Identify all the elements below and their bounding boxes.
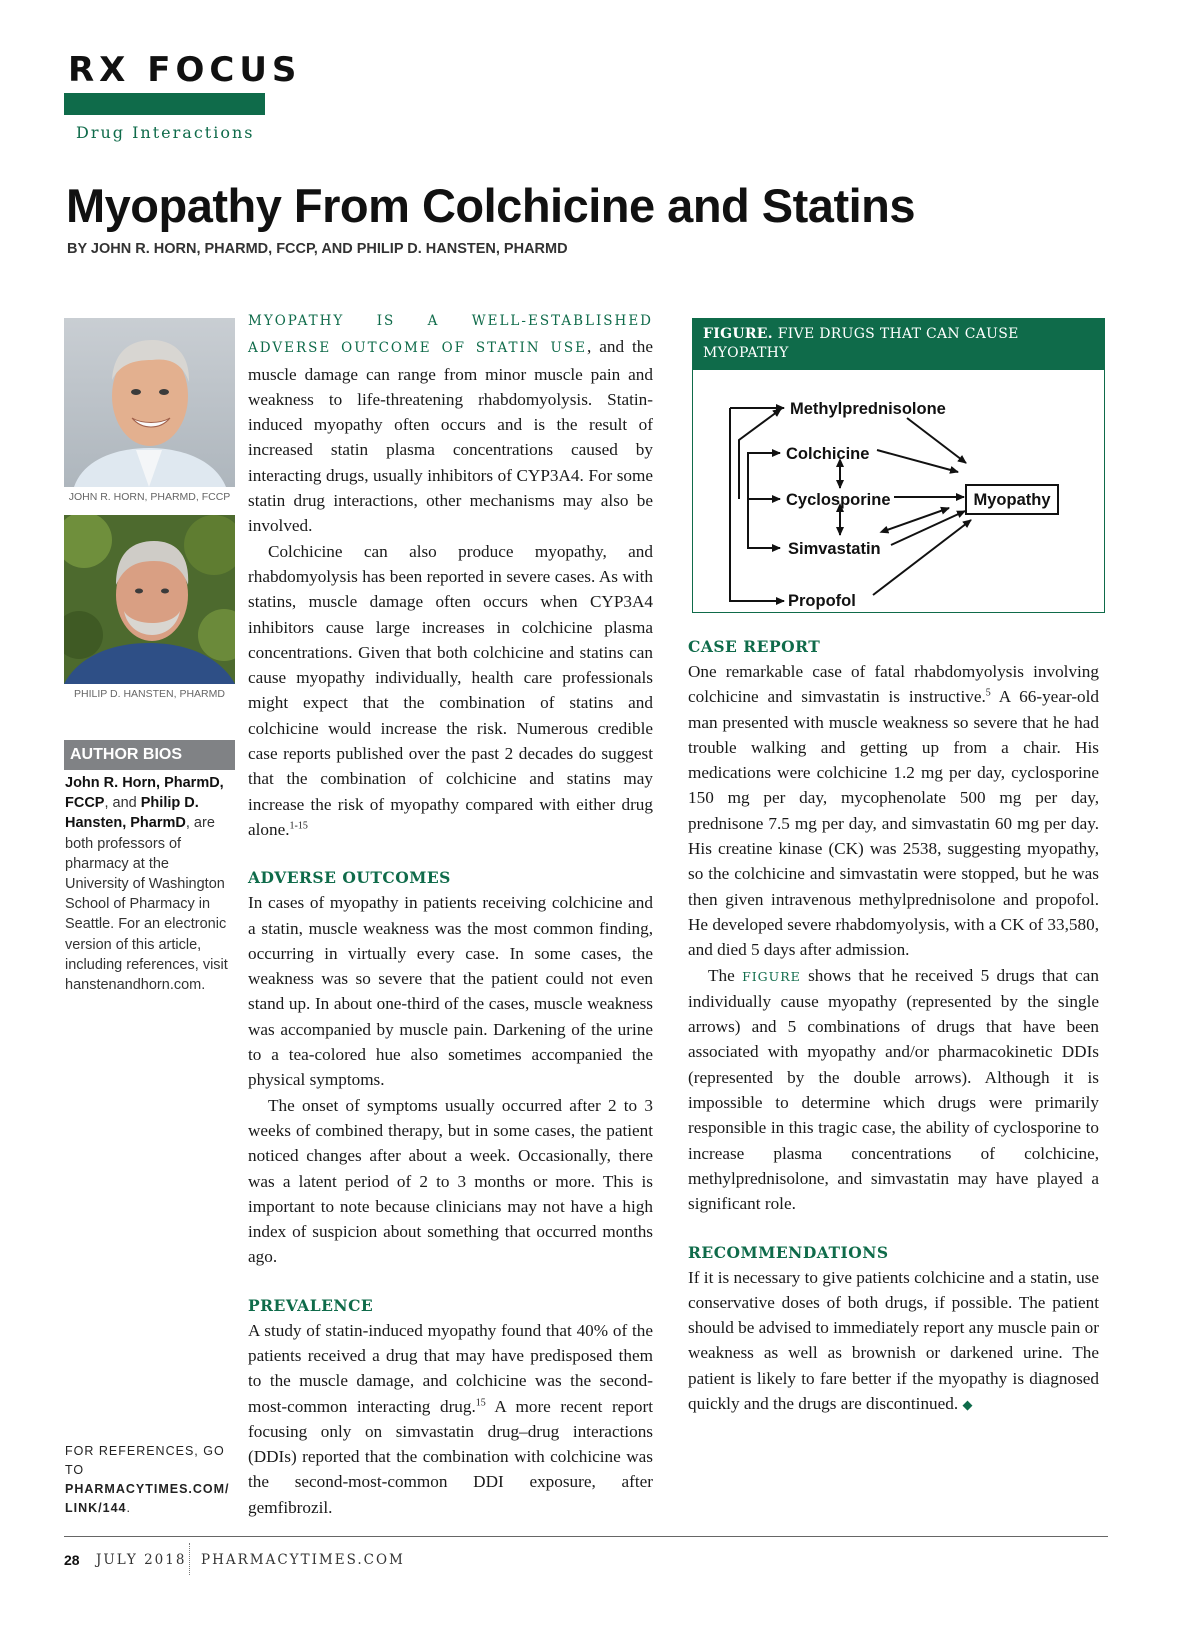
page-number: 28 — [64, 1552, 80, 1568]
author-bios-heading: AUTHOR BIOS — [64, 740, 235, 770]
double-arrow-simvastatin-colchicine — [887, 508, 949, 530]
references-note: FOR REFERENCES, GO TO PHARMACYTIMES.COM/ LINK/144. — [65, 1444, 230, 1515]
author-photo-hansten — [64, 515, 235, 684]
adverse-paragraph-1: In cases of myopathy in patients receiving colchicine and a statin, muscle weakness was the most common finding, occurring in virtually every case. In some cases, the weakness was so severe that the patient could not even stand up. In about one-third of the cases, muscle weakness was accompanied by muscle pain. Darkening of the urine to a tea-colored hue also sometimes accompanied the physical symptoms. — [248, 893, 653, 1090]
recommendations-heading: RECOMMENDATIONS — [688, 1242, 889, 1262]
figure-diagram — [693, 370, 1103, 611]
prevalence-paragraph: A study of statin-induced myopathy found that 40% of the patients received a drug that may have predisposed them to the muscle damage, and colchicine was the second-most-common interacting drug.$^{15}$ A more recent report focusing only on simvastatin drug–drug interactions (DDIs) reported that the combination with colchicine was the second-most-common DDI exposure, after gemfibrozil. — [248, 1320, 653, 1517]
section-label: Drug Interactions — [76, 123, 255, 142]
figure-reference: FIGURE — [742, 968, 801, 984]
article-title: Myopathy From Colchicine and Statins — [66, 179, 915, 232]
author-photo-horn — [64, 318, 235, 487]
prevalence-heading: PREVALENCE — [248, 1295, 374, 1315]
intro-paragraph-1: MYOPATHY IS A WELL-ESTABLISHED ADVERSE OUTCOME OF STATIN USE, and the muscle damage can range from minor muscle pain and weakness to life-threatening rhabdomyolysis. Statin-induced myopathy often occurs and is the result of increased statin plasma concentrations caused by interacting drugs, usually inhibitors of CYP3A4. For some statin drug interactions, other mechanisms may also be involved. — [248, 313, 653, 536]
drug-simvastatin: Simvastatin — [788, 540, 881, 558]
photo-caption-hansten: PHILIP D. HANSTEN, PHARMD — [74, 688, 225, 700]
drug-propofol: Propofol — [788, 592, 856, 610]
case-paragraph-1: One remarkable case of fatal rhabdomyolysis involving colchicine and simvastatin is instructive.$^5$ A 66-year-old man presented with muscle weakness so severe that he had trouble walking and getting up from a chair. His medications were colchicine 1.2 mg per day, cyclosporine 150 mg per day, mycophenolate 500 mg per day, prednisone 7.5 mg per day, and simvastatin 60 mg per day. His creatine kinase (CK) was 2538, suggesting myopathy, so the colchicine and simvastatin were stopped, but he was then given intravenous methylprednisolone and propofol. He developed severe rhabdomyolysis, with a CK of 33,580, and died 5 days after admission. — [688, 662, 1100, 960]
photo-caption-horn: JOHN R. HORN, PHARMD, FCCP — [68, 491, 231, 503]
section-kicker: RX FOCUS — [68, 50, 302, 90]
byline: BY JOHN R. HORN, PHARMD, FCCP, AND PHILIP D. HANSTEN, PHARMD — [67, 241, 568, 257]
issue-date: JULY 2018 — [96, 1552, 187, 1568]
arrow-to-simvastatin — [748, 499, 780, 548]
drug-methylprednisolone: Methylprednisolone — [790, 400, 946, 418]
drug-cyclosporine: Cyclosporine — [786, 491, 891, 509]
figure-box — [692, 318, 1105, 613]
case-paragraph-2: The FIGURE shows that he received 5 drugs that can individually cause myopathy (represented by the single arrows) and 5 combinations of drugs that have been associated with myopathy and/or pharmacokinetic DDIs (represented by the double arrows). Although it is impossible to determine which drugs were primarily responsible in this tragic case, the ability of cyclosporine to increase plasma concentrations of colchicine, methylprednisolone, and simvastatin may have played a significant role. — [688, 965, 1099, 1214]
arrow-to-colchicine — [748, 453, 780, 499]
kicker-bar — [64, 93, 265, 115]
bracket-propofol — [730, 408, 784, 601]
case-report-heading: CASE REPORT — [688, 637, 821, 656]
intro-paragraph-2: Colchicine can also produce myopathy, and rhabdomyolysis has been reported in severe cases. As with statins, muscle damage often occurs when CYP3A4 inhibitors cause large increases in colchicine plasma concentrations. Given that both colchicine and statins can cause myopathy individually, health care professionals might expect that the combination of statins and colchicine would increase the risk. Numerous credible case reports published over the past 2 decades do suggest that the combination of colchicine and statins may increase the risk of myopathy compared with either drug alone.$^{1-15}$ — [248, 541, 653, 839]
main-column — [248, 307, 653, 1520]
arrow-methylpred-myopathy — [907, 418, 966, 463]
right-column — [688, 634, 1099, 1417]
footer-site: PHARMACYTIMES.COM — [201, 1552, 405, 1568]
arrow-colchicine-myopathy — [877, 450, 958, 472]
footer-separator — [189, 1543, 191, 1575]
adverse-paragraph-2: The onset of symptoms usually occurred after 2 to 3 weeks of combined therapy, but in some cases, the patient noticed changes after about a week. Occasionally, there was a latent period of 2 to 3 months or more. This is important to note because clinicians may not have a high index of suspicion about something that occurred months ago. — [248, 1095, 653, 1267]
recommendations-paragraph: If it is necessary to give patients colchicine and a statin, use conservative doses of both drugs, if possible. The patient should be advised to immediately report any muscle pain or weakness as well as brownish or darkened urine. The patient is likely to fare better if the myopathy is diagnosed quickly and the drugs are discontinued. ◆ — [688, 1267, 1099, 1414]
author-bios-text: John R. Horn, PharmD, FCCP, and Philip D. Hansten, PharmD, are both professors of pharmacy at the University of Washington School of Pharmacy in Seattle. For an electronic version of this article, including references, visit hanstenandhorn.com. — [65, 775, 228, 994]
figure-title: FIGURE. FIVE DRUGS THAT CAN CAUSE MYOPATHY — [693, 319, 1104, 370]
adverse-outcomes-heading: ADVERSE OUTCOMES — [248, 868, 451, 888]
footer-rule — [64, 1536, 1108, 1537]
references-link[interactable]: PHARMACYTIMES.COM/ LINK/144 — [65, 1482, 230, 1515]
outcome-myopathy: Myopathy — [973, 491, 1051, 509]
end-mark: ◆ — [962, 1397, 973, 1413]
drug-colchicine: Colchicine — [786, 445, 870, 463]
